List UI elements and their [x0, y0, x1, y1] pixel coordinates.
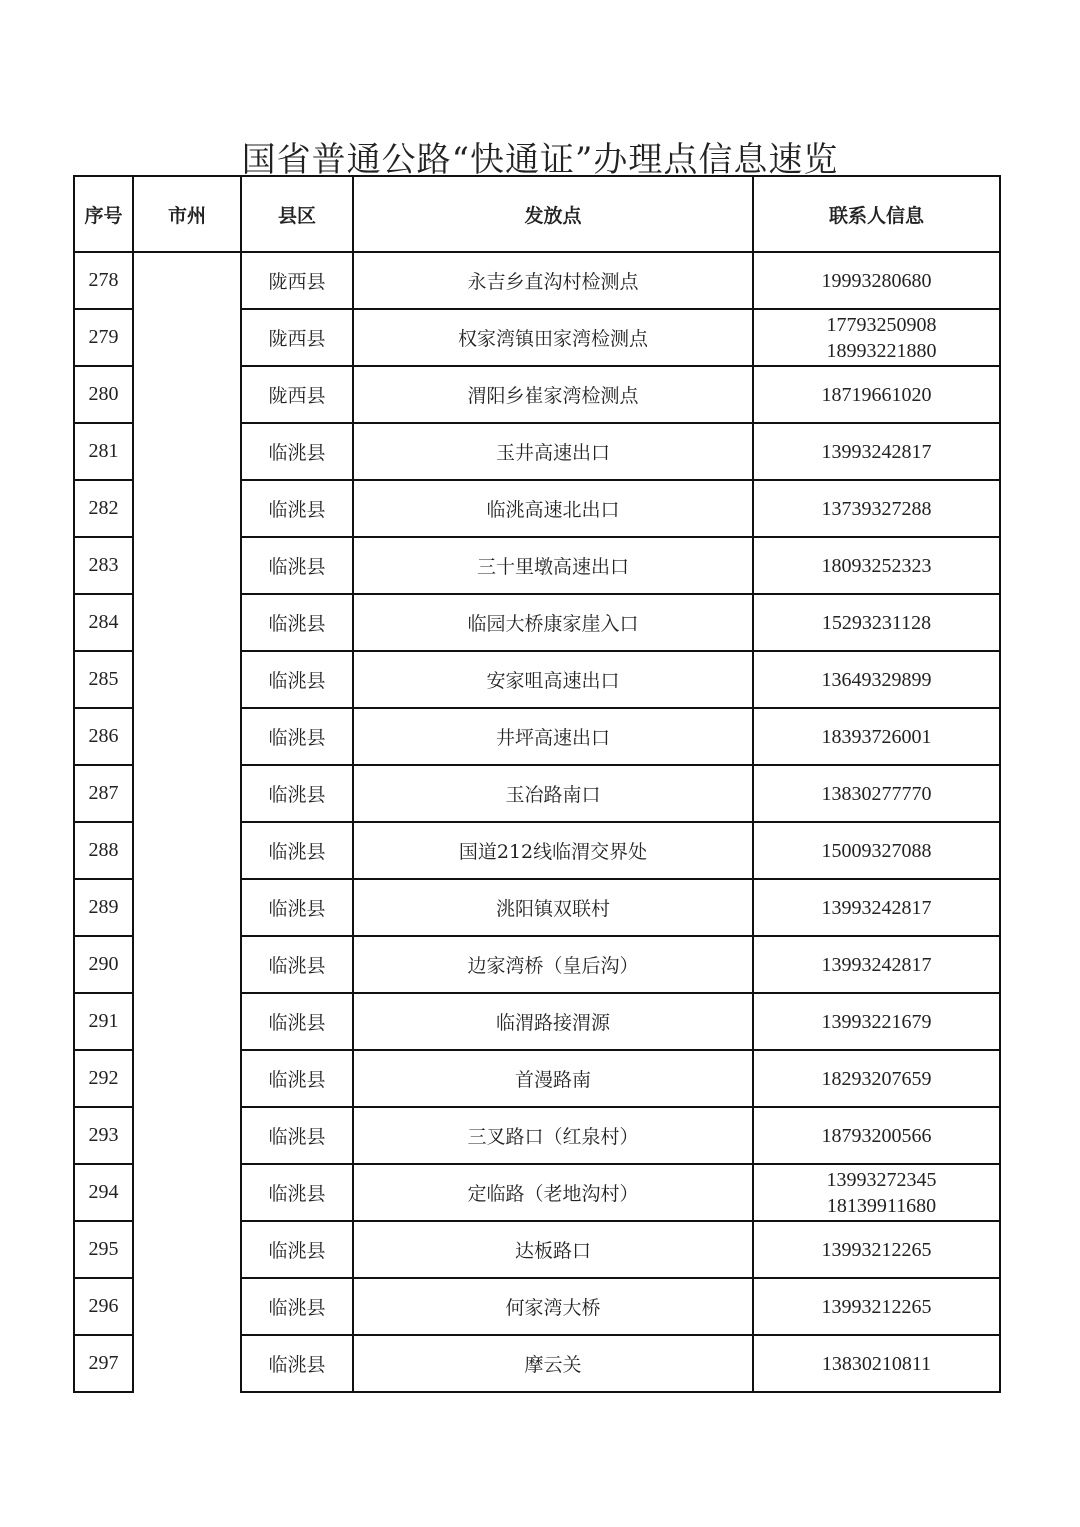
county-cell: 临洮县 [241, 423, 353, 480]
issuing-point-cell: 国道212线临渭交界处 [353, 822, 753, 879]
issuing-point-cell: 三叉路口（红泉村） [353, 1107, 753, 1164]
phone-number: 13739327288 [821, 497, 932, 520]
issuing-point-cell: 永吉乡直沟村检测点 [353, 252, 753, 309]
issuing-point-cell: 权家湾镇田家湾检测点 [353, 309, 753, 366]
row-number: 284 [74, 594, 133, 651]
city-cell [133, 252, 241, 1392]
county-cell: 临洮县 [241, 651, 353, 708]
issuing-point-cell: 定临路（老地沟村） [353, 1164, 753, 1221]
phone-number: 15009327088 [821, 839, 932, 862]
county-cell: 临洮县 [241, 879, 353, 936]
phone-number: 18719661020 [821, 383, 932, 406]
header-city: 市州 [133, 176, 241, 252]
county-cell: 陇西县 [241, 366, 353, 423]
contact-cell [753, 765, 1000, 822]
issuing-point-cell: 玉冶路南口 [353, 765, 753, 822]
county-cell: 临洮县 [241, 1335, 353, 1392]
row-number: 281 [74, 423, 133, 480]
contact-cell [753, 480, 1000, 537]
row-number: 292 [74, 1050, 133, 1107]
issuing-point-cell: 首漫路南 [353, 1050, 753, 1107]
contact-cell [753, 708, 1000, 765]
phone-number: 18093252323 [821, 554, 932, 577]
phone-number: 13993212265 [821, 1238, 932, 1261]
phone-number: 13993242817 [821, 953, 932, 976]
phone-number: 19993280680 [821, 269, 932, 292]
row-number: 297 [74, 1335, 133, 1392]
county-cell: 临洮县 [241, 1050, 353, 1107]
row-number: 294 [74, 1164, 133, 1221]
county-cell: 临洮县 [241, 537, 353, 594]
row-number: 283 [74, 537, 133, 594]
county-cell: 陇西县 [241, 309, 353, 366]
county-cell: 临洮县 [241, 1278, 353, 1335]
phone-number: 18139911680 [826, 1194, 937, 1217]
contact-cell [753, 1050, 1000, 1107]
row-number: 290 [74, 936, 133, 993]
county-cell: 临洮县 [241, 594, 353, 651]
issuing-point-cell: 摩云关 [353, 1335, 753, 1392]
issuing-point-cell: 井坪高速出口 [353, 708, 753, 765]
issuing-point-cell: 渭阳乡崔家湾检测点 [353, 366, 753, 423]
county-cell: 临洮县 [241, 1164, 353, 1221]
contact-cell [753, 993, 1000, 1050]
contact-cell [753, 1107, 1000, 1164]
phone-number: 13993221679 [821, 1010, 932, 1033]
county-cell: 临洮县 [241, 936, 353, 993]
contact-cell [753, 252, 1000, 309]
phone-number: 13830210811 [821, 1352, 932, 1375]
issuing-point-cell: 边家湾桥（皇后沟） [353, 936, 753, 993]
contact-cell [753, 1221, 1000, 1278]
contact-cell [753, 309, 1000, 366]
county-cell: 临洮县 [241, 822, 353, 879]
phone-number: 13993212265 [821, 1295, 932, 1318]
phone-number: 13993242817 [821, 440, 932, 463]
phone-number: 18993221880 [826, 339, 937, 362]
issuing-point-cell: 洮阳镇双联村 [353, 879, 753, 936]
issuing-point-cell: 达板路口 [353, 1221, 753, 1278]
info-table [73, 175, 1001, 1393]
row-number: 288 [74, 822, 133, 879]
contact-cell [753, 651, 1000, 708]
issuing-point-cell: 玉井高速出口 [353, 423, 753, 480]
contact-cell [753, 366, 1000, 423]
row-number: 295 [74, 1221, 133, 1278]
header-seq: 序号 [74, 176, 133, 252]
phone-number: 13993272345 [826, 1168, 937, 1191]
row-number: 289 [74, 879, 133, 936]
contact-cell [753, 879, 1000, 936]
row-number: 278 [74, 252, 133, 309]
table-row [74, 252, 1000, 309]
row-number: 291 [74, 993, 133, 1050]
contact-cell [753, 1164, 1000, 1221]
header-point: 发放点 [353, 176, 753, 252]
phone-number: 13649329899 [821, 668, 932, 691]
contact-cell [753, 1335, 1000, 1392]
county-cell: 临洮县 [241, 993, 353, 1050]
table-header-row [74, 176, 1000, 252]
issuing-point-cell: 三十里墩高速出口 [353, 537, 753, 594]
phone-number: 13830277770 [821, 782, 932, 805]
phone-number: 13993242817 [821, 896, 932, 919]
issuing-point-cell: 安家咀高速出口 [353, 651, 753, 708]
contact-cell [753, 537, 1000, 594]
row-number: 282 [74, 480, 133, 537]
county-cell: 临洮县 [241, 708, 353, 765]
row-number: 279 [74, 309, 133, 366]
contact-cell [753, 1278, 1000, 1335]
phone-number: 18793200566 [821, 1124, 932, 1147]
contact-cell [753, 936, 1000, 993]
phone-number: 17793250908 [826, 313, 937, 336]
contact-cell [753, 594, 1000, 651]
phone-number: 18293207659 [821, 1067, 932, 1090]
document-title: 国省普通公路“快通证”办理点信息速览 [241, 140, 839, 180]
phone-number: 18393726001 [821, 725, 932, 748]
row-number: 296 [74, 1278, 133, 1335]
issuing-point-cell: 临渭路接渭源 [353, 993, 753, 1050]
row-number: 293 [74, 1107, 133, 1164]
issuing-point-cell: 临园大桥康家崖入口 [353, 594, 753, 651]
county-cell: 临洮县 [241, 1107, 353, 1164]
contact-cell [753, 822, 1000, 879]
row-number: 286 [74, 708, 133, 765]
issuing-point-cell: 临洮高速北出口 [353, 480, 753, 537]
row-number: 280 [74, 366, 133, 423]
header-county: 县区 [241, 176, 353, 252]
issuing-point-cell: 何家湾大桥 [353, 1278, 753, 1335]
row-number: 287 [74, 765, 133, 822]
county-cell: 临洮县 [241, 1221, 353, 1278]
county-cell: 陇西县 [241, 252, 353, 309]
header-contact: 联系人信息 [753, 176, 1000, 252]
county-cell: 临洮县 [241, 765, 353, 822]
row-number: 285 [74, 651, 133, 708]
county-cell: 临洮县 [241, 480, 353, 537]
phone-number: 15293231128 [821, 611, 932, 634]
contact-cell [753, 423, 1000, 480]
